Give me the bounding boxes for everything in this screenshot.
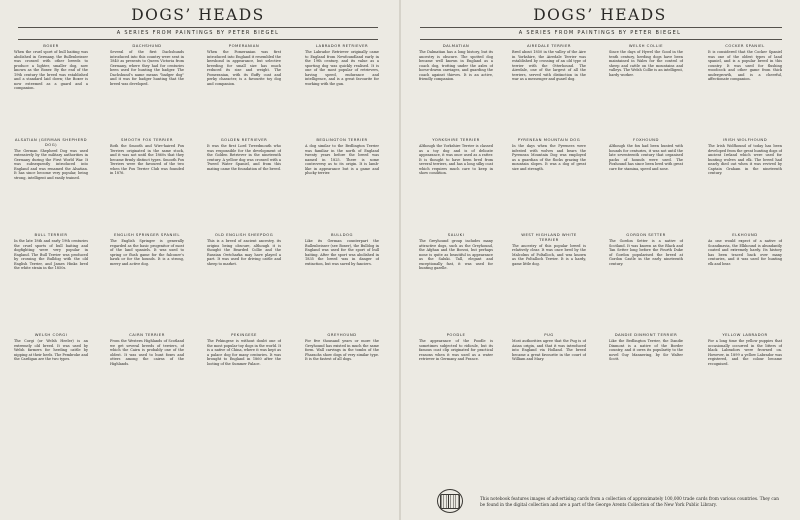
- entry-text: The Dalmatian has a long history, but its ancestry is obscure. The spotted dog became well known in England as a coach dog, trotting under the axles of horse-drawn carriages, and guarding the coach against thieves. It is an active, friendly companion.: [419, 50, 493, 81]
- entry-text: The Greyhound group includes many attractive dogs, such as the Greyhound, the Afghan and the Borzoi, but perhaps none is quite as beautiful in appearance as the Saluki. Tall, elegant and exceptionally fast, it was used for hunting gazelle.: [419, 239, 493, 270]
- entry-title: YORKSHIRE TERRIER: [432, 138, 480, 142]
- entry-title: FOXHOUND: [633, 138, 659, 142]
- entry-text: This is a breed of ancient ancestry, its origins being obscure, although it is thought the Bearded Collie and the Russian Owtcharka may have played a part. It was used for driving cattle and sheep to market.: [207, 239, 281, 266]
- entry-pug: [512, 333, 586, 423]
- entry-poodle: [419, 333, 493, 423]
- entry-text: In the days when the Pyrenees were infested with wolves and bears the Pyrenean Mountain Dog was employed as a guardian of the flocks grazing the mountain slopes. It was a dog of great size and strength.: [512, 144, 586, 171]
- entry-title: GORDON SETTER: [626, 233, 666, 237]
- library-seal-logo: [437, 489, 463, 513]
- entry-foxhound: [609, 138, 683, 228]
- entry-old-english-sheepdog: [207, 233, 281, 323]
- entry-yorkshire-terrier: [419, 138, 493, 228]
- entry-bulldog: [305, 233, 379, 323]
- entry-golden-retriever: [207, 138, 281, 228]
- entry-title: IRISH WOLFHOUND: [722, 138, 768, 142]
- entry-text: It is considered that the Cocker Spaniel was one of the oldest types of land spaniel, and is a popular breed in this country. It was used for flushing woodcock and other game from thick undergrowth, and is a cheerful, affectionate companion.: [708, 50, 782, 81]
- entry-title: WEST HIGHLAND WHITE TERRIER: [521, 233, 577, 242]
- subtitle-right: A SERIES FROM PAINTINGS BY PETER BIEGEL: [518, 30, 682, 36]
- entry-text: The Gordon Setter is a native of Scotland. It was known as the Black and Tan Setter long before the Fourth Duke of Gordon popularised the breed at Gordon Castle in the early nineteenth century.: [609, 239, 683, 266]
- entry-dandie-dinmont-terrier: [609, 333, 683, 423]
- entry-text: Most authorities agree that the Pug is of Asian origin, and that it was introduced into England via Holland. The breed became a great favourite in the court of William and Mary.: [512, 339, 586, 361]
- entry-text: Although the Yorkshire Terrier is classed as a toy dog and is of delicate appearance, it was once used as a ratter. It is thought to have been bred from several terriers, and has a long silky coat which requires much care to keep in show condition.: [419, 144, 493, 175]
- entry-title: AIREDALE TERRIER: [526, 44, 572, 48]
- entry-text: As one would expect of a native of Scandinavia, the Elkhound is abundantly coated and extremely hardy. Its history has been traced back over many centuries, and it was used for hunting elk and bear.: [708, 239, 782, 266]
- entry-title: POMERANIAN: [228, 44, 260, 48]
- entry-cocker-spaniel: [708, 44, 782, 134]
- entry-text: The Labrador Retriever originally came to England from Newfoundland early in the 19th century, and its value as a sporting dog was quickly realised. It is one of the most popular of retrievers, having speed, endurance and intelligence, and is a great favourite for working with the gun.: [305, 50, 379, 86]
- entry-alsatian: [14, 138, 88, 228]
- entry-west-highland-white-terrier: [512, 233, 586, 323]
- entry-title: DACHSHUND: [132, 44, 162, 48]
- entry-title: ELKHOUND: [732, 233, 758, 237]
- entry-title: BULLDOG: [331, 233, 353, 237]
- entry-title: PYRENEAN MOUNTAIN DOG: [517, 138, 581, 142]
- entry-title: OLD ENGLISH SHEEPDOG: [214, 233, 274, 237]
- entry-welsh-corgi: [14, 333, 88, 423]
- entry-title: COCKER SPANIEL: [725, 44, 765, 48]
- entry-title: PEKINGESE: [231, 333, 257, 337]
- entry-text: The Corgi (or Welsh Heeler) is an extremely old breed. It was used by Welsh farmers for herding cattle by nipping at their heels. The Pembroke and the Cardigan are the two types.: [14, 339, 88, 361]
- entry-elkhound: [708, 233, 782, 323]
- entry-text: When the cruel sport of bull baiting was abolished in Germany, the Bullenbeisser was crossed with other breeds to produce a lighter, smaller dog, now known as the Boxer. By the end of the 19th century the breed was established and a standard laid down; the Boxer is now esteemed as a guard and a companion.: [14, 50, 88, 90]
- entry-smooth-fox-terrier: [110, 138, 184, 228]
- entry-dachshund: [110, 44, 184, 134]
- entry-airedale-terrier: [512, 44, 586, 134]
- entry-title: PUG: [544, 333, 554, 337]
- entry-bedlington-terrier: [305, 138, 379, 228]
- page-title-left: DOGS’ HEADS: [131, 6, 265, 24]
- entry-text: Although the fox had been hunted with hounds for centuries, it was not until the late seventeenth century that organised packs of hounds were used. The Foxhound has since been bred with great care for stamina, speed and nose.: [609, 144, 683, 171]
- entry-irish-wolfhound: [708, 138, 782, 228]
- entry-text: For a long time the yellow puppies that occasionally occurred in the litters of black Labradors were frowned on. However, in 1899 a yellow Labrador was registered, and the colour became recognised.: [708, 339, 782, 366]
- entry-text: In the late 18th and early 19th centuries the cruel sports of bull baiting and dogfighting were very popular in England. The Bull Terrier was produced by crossing the Bulldog with the old English Terrier, and James Hinks bred the white strain in the 1850s.: [14, 239, 88, 270]
- entry-title: DANDIE DINMONT TERRIER: [614, 333, 678, 337]
- entry-text: Several of the first Dachshunds introduced into this country were sent in 1840 as presents to Queen Victoria from Germany, where they had for centuries been used for hunting the badger. The Dachshund’s name means "badger dog" and it was for badger hunting that the breed was developed.: [110, 50, 184, 86]
- entry-pyrenean-mountain-dog: [512, 138, 586, 228]
- footer-note: This notebook features images of advertising cards from a collection of approximately 100,000 trade cards from various countries. They can be found in the digital collection and are a part of the George Arents Collection of the New York Public Library.: [480, 496, 779, 507]
- entry-title: SMOOTH FOX TERRIER: [121, 138, 173, 142]
- entry-text: It was the first Lord Tweedmouth who was responsible for the development of the Golden Retriever in the nineteenth century. A yellow dog was crossed with a Tweed Water Spaniel, and from this mating came the foundation of the breed.: [207, 144, 281, 171]
- entry-pekingese: [207, 333, 281, 423]
- entry-text: From the Western Highlands of Scotland we get several breeds of terriers, of which the Cairn is probably one of the oldest. It was used to hunt foxes and otters among the cairns of the Highlands.: [110, 339, 184, 366]
- entry-pomeranian: [207, 44, 281, 134]
- entry-text: Like the Bedlington Terrier, the Dandie Dinmont is a native of the Border country, and it owes its popularity to the novel Guy Mannering, by Sir Walter Scott.: [609, 339, 683, 361]
- entry-labrador-retriever: [305, 44, 379, 134]
- entry-greyhound: [305, 333, 379, 423]
- entry-saluki: [419, 233, 493, 323]
- entry-yellow-labrador: [708, 333, 782, 423]
- entry-title: DALMATIAN: [442, 44, 470, 48]
- entry-text: The German Shepherd Dog was used extensively by the military authorities in Germany during the First World War. It was subsequently introduced into England and was renamed the Alsatian. It has since become very popular, being strong, intelligent and easily trained.: [14, 148, 88, 180]
- entry-title: ENGLISH SPRINGER SPANIEL: [114, 233, 180, 237]
- entry-text: The Irish Wolfhound of today has been developed from the great hunting dogs of ancient Ireland which were used for hunting wolves and elk. The breed had nearly died out when it was revived by Captain Graham in the nineteenth century.: [708, 144, 782, 175]
- entry-title: LABRADOR RETRIEVER: [315, 44, 369, 48]
- entry-title: CAIRN TERRIER: [129, 333, 165, 337]
- page-title-right: DOGS’ HEADS: [533, 6, 667, 24]
- entry-title: WELSH CORGI: [34, 333, 68, 337]
- entry-title: SALUKI: [447, 233, 465, 237]
- entry-title: ALSATIAN (GERMAN SHEPHERD DOG): [14, 138, 88, 147]
- entry-text: For five thousand years or more the Greyhound has existed in much the same form. Wall carvings in the tombs of the Pharaohs show dogs of very similar type. It is the fastest of all dogs.: [305, 339, 379, 361]
- entry-title: GOLDEN RETRIEVER: [220, 138, 268, 142]
- entry-title: WELSH COLLIE: [628, 44, 664, 48]
- entry-cairn-terrier: [110, 333, 184, 423]
- entry-english-springer-spaniel: [110, 233, 184, 323]
- entry-text: Both the Smooth and Wire-haired Fox Terriers originated in the same stock, and it was not until the 1860s that they became firmly distinct types. Smooth Fox Terriers were the favoured of the two when the Fox Terrier Club was founded in 1876.: [110, 144, 184, 175]
- entry-dalmatian: [419, 44, 493, 134]
- entry-title: BEDLINGTON TERRIER: [316, 138, 368, 142]
- entry-boxer: [14, 44, 88, 134]
- subtitle-left: A SERIES FROM PAINTINGS BY PETER BIEGEL: [116, 30, 280, 36]
- entry-title: POODLE: [446, 333, 466, 337]
- entry-welsh-collie: [609, 44, 683, 134]
- entry-text: A dog similar to the Bedlington Terrier was familiar in the north of England twenty years before the breed was named in 1825. There is some controversy as to its origin. It is lamb-like in appearance but is a game and plucky terrier.: [305, 144, 379, 175]
- entry-text: The ancestry of this popular breed is relatively clear. It was once bred by the Malcolms of Poltalloch, and was known as the Poltalloch Terrier. It is a hardy, game little dog.: [512, 243, 586, 266]
- library-building-icon: [440, 494, 460, 509]
- entry-text: Like its German counterpart the Bullenbeisser (see Boxer), the Bulldog in England was used for the sport of bull baiting. After the sport was abolished in 1835 the breed was in danger of extinction, but was saved by fanciers.: [305, 239, 379, 266]
- entry-text: When the Pomeranian was first introduced into England it resembled the keeshond in appearance, but selective breeding for small size has much reduced its size and weight. The Pomeranian, with its fluffy coat and perky character, is a favourite toy dog and companion.: [207, 50, 281, 86]
- entry-title: BULL TERRIER: [34, 233, 68, 237]
- entry-title: BOXER: [43, 44, 59, 48]
- entry-text: The appearance of the Poodle is sometimes subjected to ridicule, but its famous coat clip originated for practical reasons when it was used as a water retriever in Germany and France.: [419, 339, 493, 361]
- entry-text: The Pekingese is without doubt one of the most popular toy dogs in the world. It is a native of China, where it was kept as a palace dog for many centuries. It was brought to England in 1860 after the looting of the Summer Palace.: [207, 339, 281, 366]
- entry-text: Bred about 1850 in the valley of the Aire in Yorkshire, the Airedale Terrier was established by crossing of an old type of terrier with the Otterhound. The Airedale, one of the largest of all the terriers, served with distinction in the war as a messenger and guard dog.: [512, 50, 586, 81]
- entry-text: The English Springer is generally regarded as the basic progenitor of most of the land spaniels. It was used to spring or flush game for the falconer’s hawk or for the hounds. It is a strong, merry and active dog.: [110, 239, 184, 266]
- entry-gordon-setter: [609, 233, 683, 323]
- entry-text: Since the days of Hywel the Good in the tenth century, herding dogs have been maintained in Wales for the control of sheep and cattle on the mountains and valleys. The Welsh Collie is an intelligent, hardy worker.: [609, 50, 683, 77]
- entry-title: GREYHOUND: [327, 333, 357, 337]
- entry-title: YELLOW LABRADOR: [722, 333, 768, 337]
- entry-bull-terrier: [14, 233, 88, 323]
